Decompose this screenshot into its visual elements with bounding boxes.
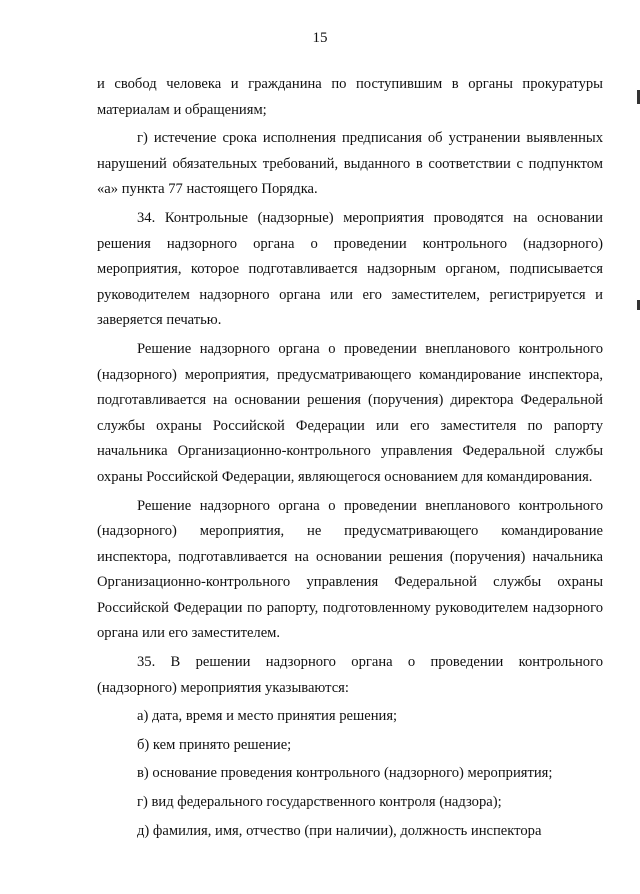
list-item-g: г) вид федерального государственного контроля (надзора); bbox=[137, 794, 502, 811]
paragraph-decision-without-travel: Решение надзорного органа о проведении внепланового контрольного (надзорного) мероприятия, не предусматривающего командирование инспектора, подготавливается на основании решения (поручения) начальника Организационно-контрольного управления Федеральной службы охраны Российской Федерации по рапорту, подготовленному руководителем надзорного органа или его заместителем. bbox=[97, 497, 603, 642]
paragraph-continuation: и свобод человека и гражданина по поступившим в органы прокуратуры материалам и обращениям; bbox=[97, 76, 603, 118]
list-item-b: б) кем принято решение; bbox=[137, 736, 292, 753]
paragraph-item-35: 35. В решении надзорного органа о проведении контрольного (надзорного) мероприятия указываются: bbox=[97, 654, 603, 696]
list-item-d: д) фамилия, имя, отчество (при наличии), должность инспектора bbox=[137, 822, 542, 839]
list-item-v: в) основание проведения контрольного (надзорного) мероприятия; bbox=[137, 765, 553, 782]
paragraph-decision-with-travel: Решение надзорного органа о проведении внепланового контрольного (надзорного) мероприятия, предусматривающего командирование инспектора, подготавливается на основании решения (поручения) директора Федеральной службы охраны Российской Федерации или его заместителя по рапорту начальника Организационно-контрольного управления Федеральной службы охраны Российской Федерации, являющегося основанием для командирования. bbox=[97, 340, 603, 485]
paragraph-item-34: 34. Контрольные (надзорные) мероприятия проводятся на основании решения надзорного органа о проведении контрольного (надзорного) мероприятия, которое подготавливается надзорным органом, подписывается руководителем надзорного органа или его заместителем, регистрируется и заверяется печатью. bbox=[97, 209, 603, 329]
page-number: 15 bbox=[312, 30, 328, 46]
list-item-a: а) дата, время и место принятия решения; bbox=[137, 708, 398, 725]
paragraph-subitem-g: г) истечение срока исполнения предписания об устранении выявленных нарушений обязательных требований, выданного в соответствии с подпунктом «а» пункта 77 настоящего Порядка. bbox=[97, 130, 603, 198]
document-body bbox=[97, 72, 603, 844]
